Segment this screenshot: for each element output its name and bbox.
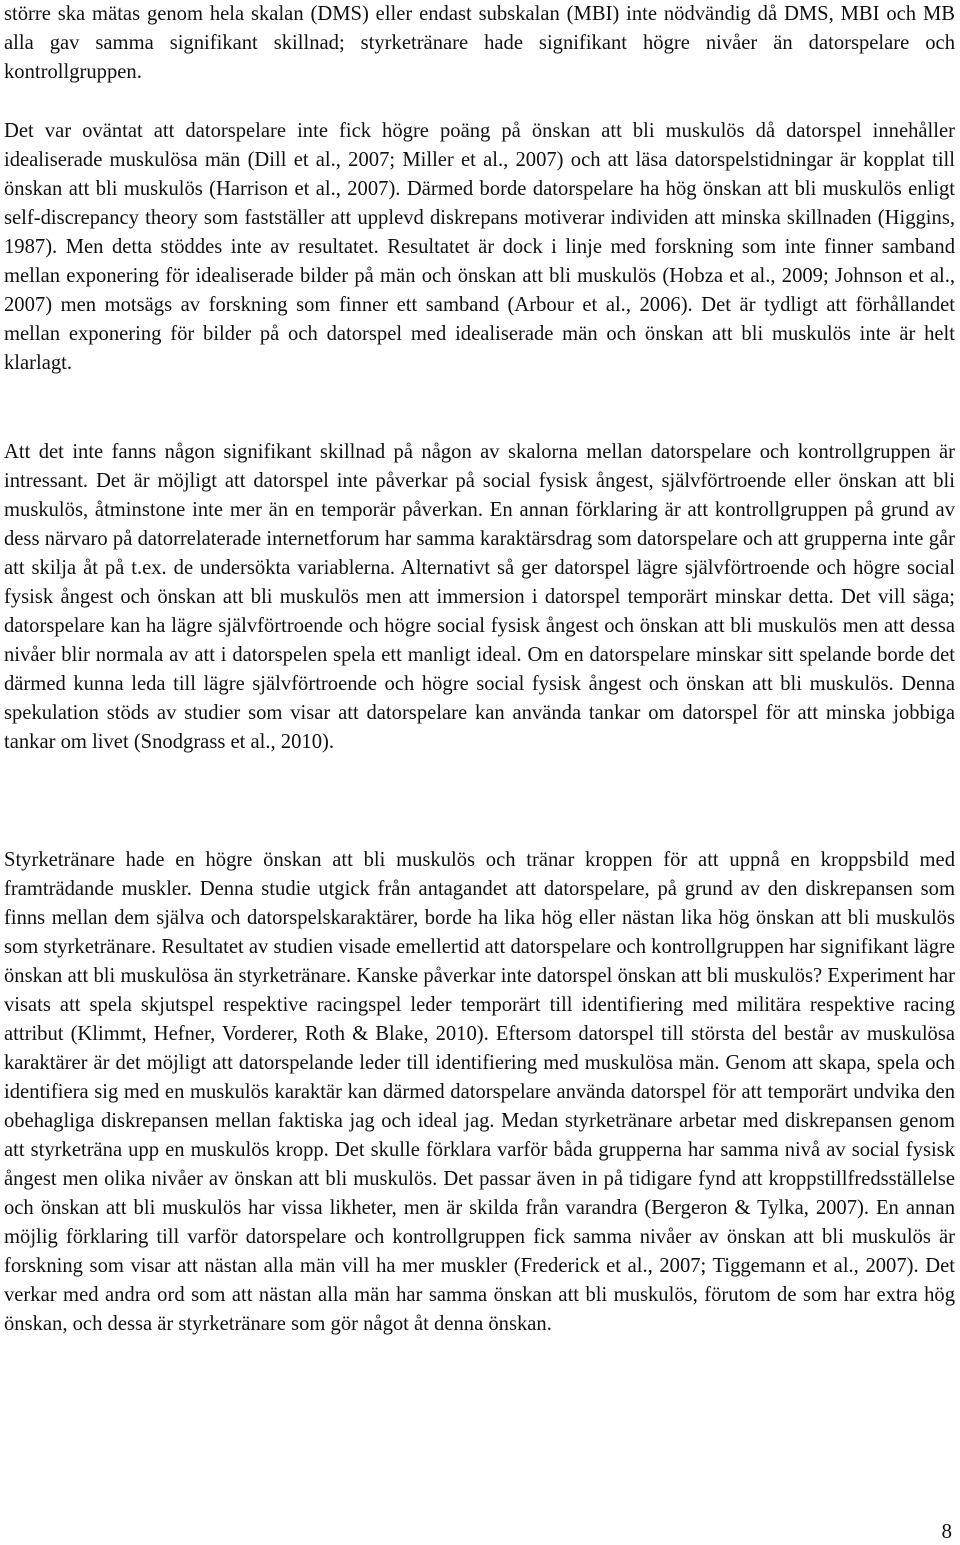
paragraph-strength-trainers: Styrketränare hade en högre önskan att bli muskulös och tränar kroppen för att uppnå en kroppsbild med framträdande muskler. Denna studie utgick från antagandet att datorspelare, på grund av den diskrepansen som finns mellan dem själva och datorspelskaraktärer, borde ha lika hög eller nästan lika hög önskan att bli muskulös som styrketränare. Resultatet av studien visade emellertid att datorspelare och kontrollgruppen har signifikant lägre önskan att bli muskulösa än styrketränare. Kanske påverkar inte datorspel önskan att bli muskulös? Experiment har visats att spela skjutspel respektive racingspel leder temporärt till identifiering med militära respektive racing attribut (Klimmt, Hefner, Vorderer, Roth & Blake, 2010). Eftersom datorspel till största del består av muskulösa karaktärer är det möjligt att datorspelande leder till identifiering med muskulösa män. Genom att skapa, spela och identifiera sig med en muskulös karaktär kan därmed datorspelare använda datorspel för att temporärt undvika den obehagliga diskrepansen mellan faktiska jag och ideal jag. Medan styrketränare arbetar med diskrepansen genom att styrketräna upp en muskulös kropp. Det skulle förklara varför båda grupperna har samma nivå av social fysisk ångest men olika nivåer av önskan att bli muskulös. Det passar även in på tidigare fynd att kroppstillfredsställelse och önskan att bli muskulös har vissa likheter, men är skilda från varandra (Bergeron & Tylka, 2007). En annan möjlig förklaring till varför datorspelare och kontrollgruppen fick samma nivåer av önskan att bli muskulös är forskning som visar att nästan alla män vill ha mer muskler (Frederick et al., 2007; Tiggemann et al., 2007). Det verkar med andra ord som att nästan alla män har samma önskan att bli muskulös, förutom de som har extra hög önskan, och dessa är styrketränare som gör något åt denna önskan. [4,849,955,1335]
paragraph-continuation: större ska mätas genom hela skalan (DMS) eller endast subskalan (MBI) inte nödvändig då DMS, MBI och MB alla gav samma signifikant skillnad; styrketränare hade signifikant högre nivåer än datorspelare och kontrollgruppen. [4,3,955,83]
page-number: 8 [941,1519,952,1543]
paragraph-no-difference: Att det inte fanns någon signifikant skillnad på någon av skalorna mellan datorspelare och kontrollgruppen är intressant. Det är möjligt att datorspel inte påverkar på social fysisk ångest, självförtroende eller önskan att bli muskulös, åtminstone inte mer än en temporär påverkan. En annan förklaring är att kontrollgruppen på grund av dess närvaro på datorrelaterade internetforum har samma karaktärsdrag som datorspelare och att grupperna inte går att skilja åt på t.ex. de undersökta variablerna. Alternativt så ger datorspel lägre självförtroende och högre social fysisk ångest och önskan att bli muskulös men att immersion i datorspel temporärt minskar detta. Det vill säga; datorspelare kan ha lägre självförtroende och högre social fysisk ångest och önskan att bli muskulös men att dessa nivåer blir normala av att i datorspelen spela ett manligt ideal. Om en datorspelare minskar sitt spelande borde det därmed kunna leda till lägre självförtroende och högre social fysisk ångest och önskan att bli muskulös. Denna spekulation stöds av studier som visar att datorspelare kan använda tankar om datorspel för att minska jobbiga tankar om livet (Snodgrass et al., 2010). [4,441,955,753]
paragraph-unexpected-result: Det var oväntat att datorspelare inte fick högre poäng på önskan att bli muskulös då datorspel innehåller idealiserade muskulösa män (Dill et al., 2007; Miller et al., 2007) och att läsa datorspelstidningar är kopplat till önskan att bli muskulös (Harrison et al., 2007). Därmed borde datorspelare ha hög önskan att bli muskulös enligt self-discrepancy theory som fastställer att upplevd diskrepans motiverar individen att minska skillnaden (Higgins, 1987). Men detta stöddes inte av resultatet. Resultatet är dock i linje med forskning som inte finner samband mellan exponering för idealiserade bilder på män och önskan att bli muskulös (Hobza et al., 2009; Johnson et al., 2007) men motsägs av forskning som finner ett samband (Arbour et al., 2006). Det är tydligt att förhållandet mellan exponering för bilder på och datorspel med idealiserade män och önskan att bli muskulös inte är helt klarlagt. [4,120,955,374]
